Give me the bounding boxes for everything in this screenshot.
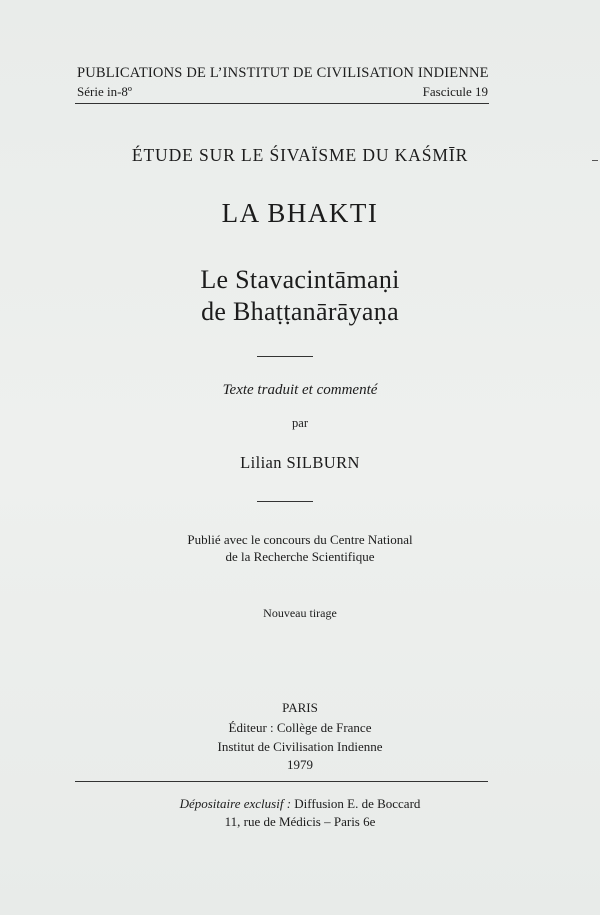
book-title: LA BHAKTI: [221, 198, 379, 228]
description-line: Texte traduit et commenté: [222, 382, 378, 398]
support-line1: Publié avec le concours du Centre National: [187, 532, 413, 547]
edition-note: Nouveau tirage: [263, 606, 337, 620]
distributor-name: Diffusion E. de Boccard: [291, 796, 421, 811]
series-title: PUBLICATIONS DE L’INSTITUT DE CIVILISATION INDIENNE: [77, 65, 489, 81]
book-subtitle-line2: de Bhaṭṭanārāyaṇa: [201, 297, 399, 326]
study-heading: ÉTUDE SUR LE ŚIVAÏSME DU KAŚMĪR: [131, 145, 469, 165]
fascicule-number: Fascicule 19: [422, 84, 488, 99]
distribution-label: Dépositaire exclusif :: [179, 796, 292, 811]
support-line2: de la Recherche Scientifique: [225, 549, 375, 564]
series-format: Série in-8º: [77, 84, 132, 99]
imprint-city: PARIS: [282, 700, 318, 715]
distribution-line: [0, 796, 600, 812]
footer-divider: [75, 781, 488, 782]
book-subtitle-line1: Le Stavacintāmaṇi: [200, 265, 400, 294]
by-line: par: [292, 416, 308, 430]
page-edge-mark: [592, 160, 598, 161]
imprint-publisher: Éditeur : Collège de France: [228, 720, 372, 735]
distributor-address: 11, rue de Médicis – Paris 6e: [224, 814, 376, 829]
imprint-institute: Institut de Civilisation Indienne: [217, 739, 383, 754]
ornamental-rule: [257, 501, 313, 502]
author-name: Lilian SILBURN: [240, 453, 360, 472]
ornamental-rule: [257, 356, 313, 357]
imprint-year: 1979: [287, 757, 313, 772]
header-divider: [75, 103, 489, 104]
